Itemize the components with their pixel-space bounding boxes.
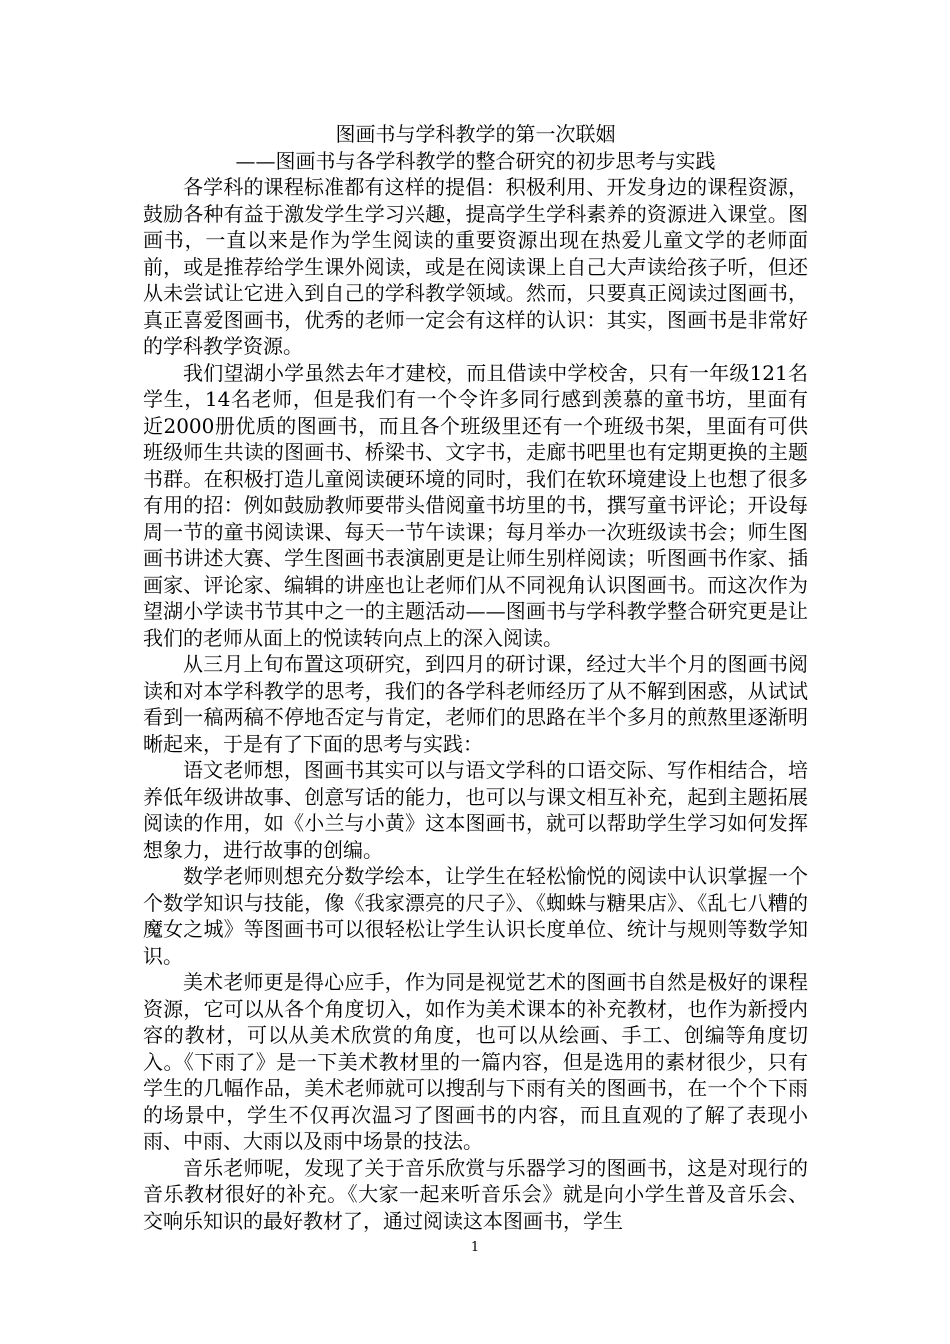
paragraph-chinese-teacher: 语文老师想，图画书其实可以与语文学科的口语交际、写作相结合，培养低年级讲故事、创意写话的能力，也可以与课文相互补充，起到主题拓展阅读的作用，如《小兰与小黄》这本图画书，就可以帮助学生学习如何发挥想象力，进行故事的创编。 [143,758,808,862]
document-body [143,121,808,1234]
paragraph-research-process: 从三月上旬布置这项研究，到四月的研讨课，经过大半个月的图画书阅读和对本学科教学的思考，我们的各学科老师经历了从不解到困惑，从试试看到一稿两稿不停地否定与肯定，老师们的思路在半个多月的煎熬里逐渐明晰起来，于是有了下面的思考与实践： [143,652,808,756]
page-number: 1 [470,1240,480,1255]
document-title: 图画书与学科教学的第一次联姻 [335,122,616,146]
paragraph-art-teacher: 美术老师更是得心应手，作为同是视觉艺术的图画书自然是极好的课程资源，它可以从各个角度切入，如作为美术课本的补充教材，也作为新授内容的教材，可以从美术欣赏的角度，也可以从绘画、手工、创编等角度切入。《下雨了》是一下美术教材里的一篇内容，但是选用的素材很少，只有学生的几幅作品，美术老师就可以搜刮与下雨有关的图画书，在一个个下雨的场景中，学生不仅再次温习了图画书的内容，而且直观的了解了表现小雨、中雨、大雨以及雨中场景的技法。 [143,970,808,1153]
paragraph-school-reading-environment: 我们望湖小学虽然去年才建校，而且借读中学校舍，只有一年级121名学生，14名老师，但是我们有一个令许多同行感到羡慕的童书坊，里面有近2000册优质的图画书，而且各个班级里还有一个班级书架，里面有可供班级师生共读的图画书、桥梁书、文字书，走廊书吧里也有定期更换的主题书群。在积极打造儿童阅读硬环境的同时，我们在软环境建设上也想了很多有用的招：例如鼓励教师要带头借阅童书坊里的书，撰写童书评论；开设每周一节的童书阅读课、每天一节午读课；每月举办一次班级读书会；师生图画书讲述大赛、学生图画书表演剧更是让师生别样阅读；听图画书作家、插画家、评论家、编辑的讲座也让老师们从不同视角认识图画书。而这次作为望湖小学读书节其中之一的主题活动——图画书与学科教学整合研究更是让我们的老师从面上的悦读转向点上的深入阅读。 [143,360,808,650]
paragraph-music-teacher: 音乐老师呢，发现了关于音乐欣赏与乐器学习的图画书，这是对现行的音乐教材很好的补充。《大家一起来听音乐会》就是向小学生普及音乐会、交响乐知识的最好教材了，通过阅读这本图画书，学生 [143,1155,808,1233]
document-subtitle: ——图画书与各学科教学的整合研究的初步思考与实践 [235,148,716,173]
paragraph-math-teacher: 数学老师则想充分数学绘本，让学生在轻松愉悦的阅读中认识掌握一个个数学知识与技能，像《我家漂亮的尺子》、《蜘蛛与糖果店》、《乱七八糟的魔女之城》等图画书可以很轻松让学生认识长度单位、统计与规则等数学知识。 [143,864,808,968]
paragraph-curriculum-standards: 各学科的课程标准都有这样的提倡：积极利用、开发身边的课程资源，鼓励各种有益于激发学生学习兴趣，提高学生学科素养的资源进入课堂。图画书，一直以来是作为学生阅读的重要资源出现在热爱儿童文学的老师面前，或是推荐给学生课外阅读，或是在阅读课上自己大声读给孩子听，但还从未尝试让它进入到自己的学科教学领域。然而，只要真正阅读过图画书，真正喜爱图画书，优秀的老师一定会有这样的认识：其实，图画书是非常好的学科教学资源。 [143,175,808,358]
